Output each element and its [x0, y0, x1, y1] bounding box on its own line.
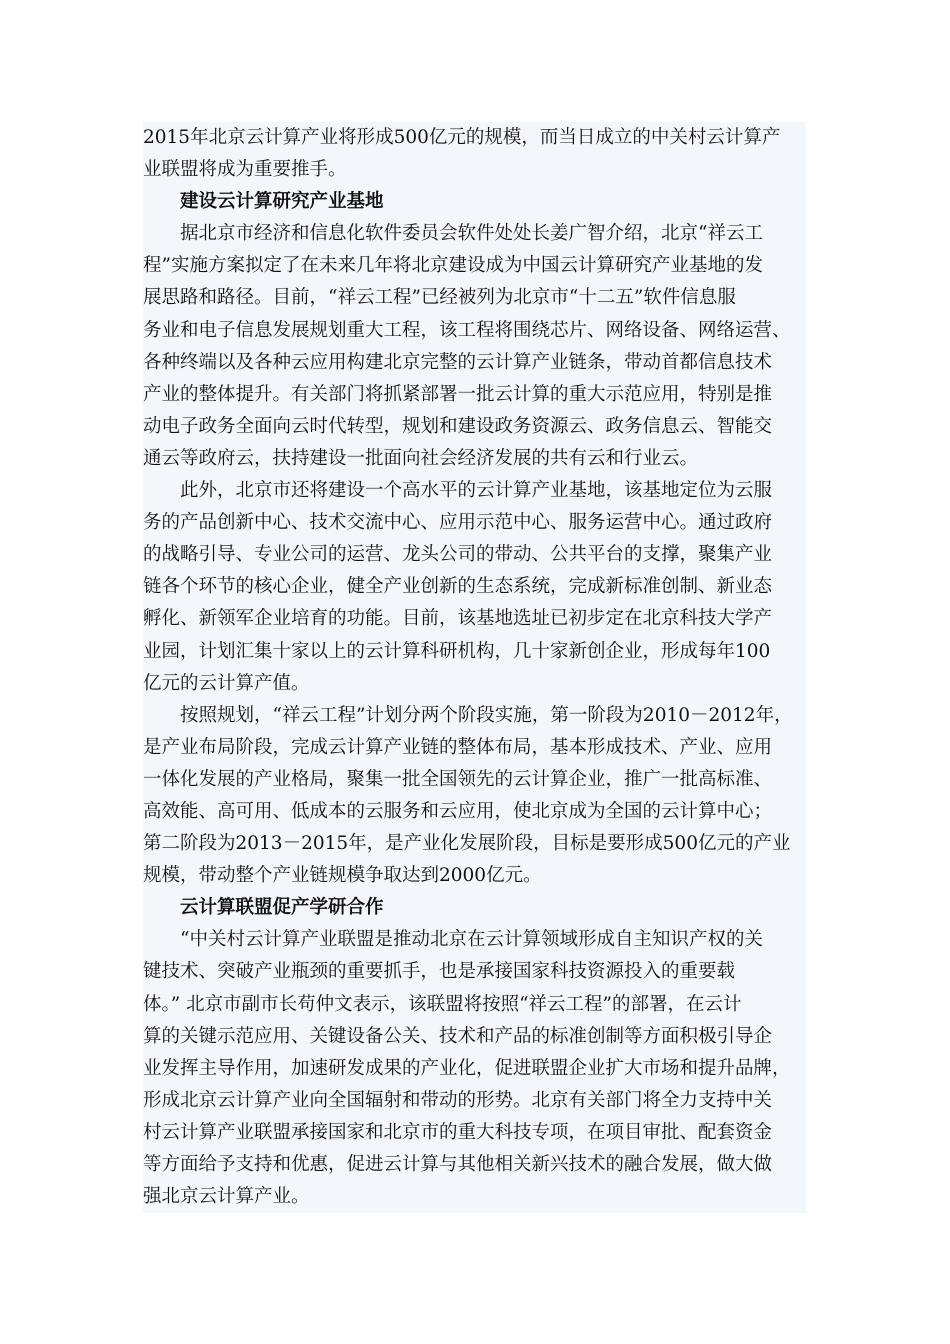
text-line: 键技术、突破产业瓶颈的重要抓手，也是承接国家科技资源投入的重要载	[143, 961, 736, 983]
text-line: 第二阶段为2013－2015年，是产业化发展阶段，目标是要形成500亿元的产业	[143, 833, 791, 855]
text-line: 动电子政务全面向云时代转型，规划和建设政务资源云、政务信息云、智能交	[143, 415, 773, 437]
text-line: 形成北京云计算产业向全国辐射和带动的形势。北京有关部门将全力支持中关	[143, 1089, 773, 1111]
article-body	[143, 122, 806, 1213]
text-line: 孵化、新领军企业培育的功能。目前，该基地选址已初步定在北京科技大学产	[143, 608, 773, 630]
text-line: 规模，带动整个产业链规模争取达到2000亿元。	[143, 865, 542, 887]
text-line: 通云等政府云，扶持建设一批面向社会经济发展的共有云和行业云。	[143, 447, 699, 469]
text-line: 程”实施方案拟定了在未来几年将北京建设成为中国云计算研究产业基地的发	[143, 255, 763, 277]
section-heading: 云计算联盟促产学研合作	[180, 897, 384, 919]
text-line: 此外，北京市还将建设一个高水平的云计算产业基地，该基地定位为云服	[180, 480, 773, 502]
text-line: 一体化发展的产业格局，聚集一批全国领先的云计算企业，推广一批高标准、	[143, 768, 773, 790]
text-line: 务业和电子信息发展规划重大工程，该工程将围绕芯片、网络设备、网络运营、	[143, 319, 791, 341]
text-line: 体。” 北京市副市长苟仲文表示，该联盟将按照“祥云工程”的部署，在云计	[143, 993, 742, 1015]
text-line: 按照规划，“祥云工程”计划分两个阶段实施，第一阶段为2010－2012年，	[180, 704, 793, 726]
text-line: 是产业布局阶段，完成云计算产业链的整体布局，基本形成技术、产业、应用	[143, 736, 773, 758]
section-heading: 建设云计算研究产业基地	[180, 191, 384, 213]
text-line: 亿元的云计算产值。	[143, 672, 310, 694]
text-line: 2015年北京云计算产业将形成500亿元的规模，而当日成立的中关村云计算产	[143, 127, 781, 148]
text-line: 等方面给予支持和优惠，促进云计算与其他相关新兴技术的融合发展，做大做	[143, 1154, 773, 1175]
text-line: 链各个环节的核心企业，健全产业创新的生态系统，完成新标准创制、新业态	[143, 576, 773, 598]
text-line: 业园，计划汇集十家以上的云计算科研机构，几十家新创企业，形成每年100	[143, 640, 771, 662]
text-line: 高效能、高可用、低成本的云服务和云应用，使北京成为全国的云计算中心；	[143, 800, 773, 822]
text-line: 强北京云计算产业。	[143, 1186, 310, 1208]
text-line: 算的关键示范应用、关键设备公关、技术和产品的标准创制等方面积极引导企	[143, 1025, 773, 1047]
text-line: 业联盟将成为重要推手。	[143, 159, 347, 181]
text-line: 村云计算产业联盟承接国家和北京市的重大科技专项，在项目审批、配套资金	[143, 1121, 773, 1143]
text-line: 各种终端以及各种云应用构建北京完整的云计算产业链条，带动首都信息技术	[143, 351, 773, 373]
text-line: “中关村云计算产业联盟是推动北京在云计算领域形成自主知识产权的关	[180, 929, 763, 951]
text-line: 务的产品创新中心、技术交流中心、应用示范中心、服务运营中心。通过政府	[143, 512, 773, 534]
text-line: 的战略引导、专业公司的运营、龙头公司的带动、公共平台的支撑，聚集产业	[143, 544, 773, 566]
text-line: 展思路和路径。目前，“祥云工程”已经被列为北京市“十二五”软件信息服	[143, 287, 736, 309]
text-line: 产业的整体提升。有关部门将抓紧部署一批云计算的重大示范应用，特别是推	[143, 383, 773, 405]
text-line: 据北京市经济和信息化软件委员会软件处处长姜广智介绍，北京“祥云工	[180, 223, 763, 245]
text-line: 业发挥主导作用，加速研发成果的产业化，促进联盟企业扩大市场和提升品牌，	[143, 1057, 791, 1079]
